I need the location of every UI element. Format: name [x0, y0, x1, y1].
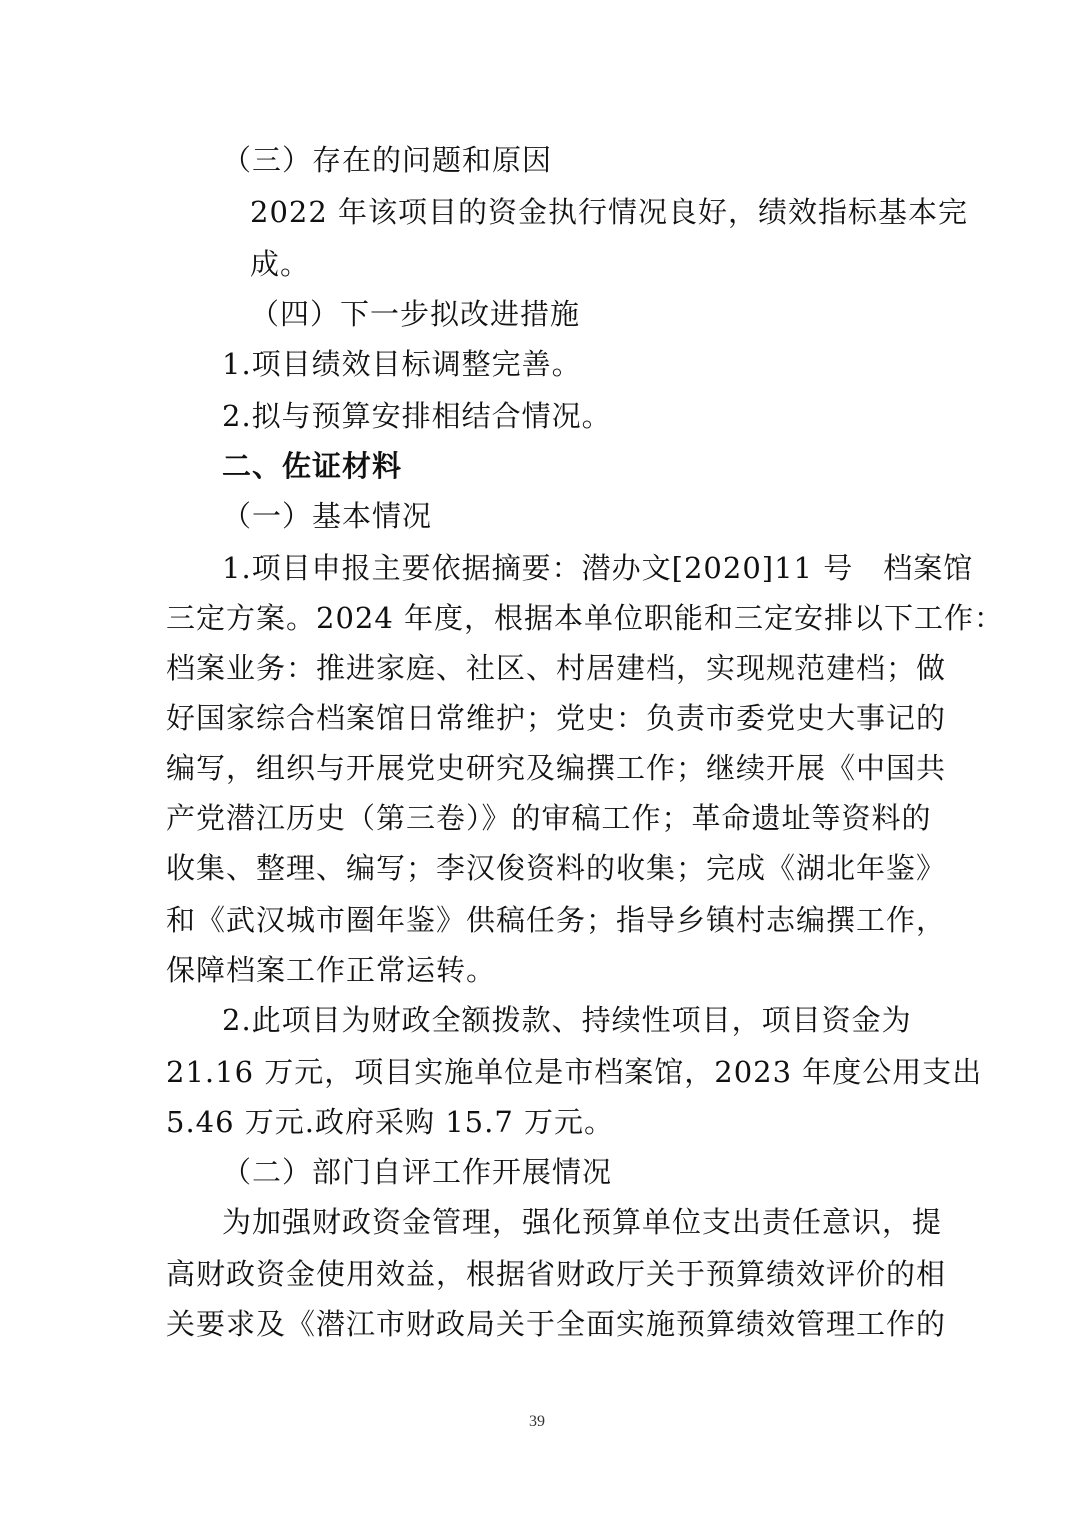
section-heading: （三）存在的问题和原因 [222, 143, 553, 177]
paragraph-line: 21.16 万元，项目实施单位是市档案馆，2023 年度公用支出 [166, 1055, 983, 1089]
paragraph-line: 为加强财政资金管理，强化预算单位支出责任意识，提 [222, 1205, 943, 1239]
paragraph-line: 档案业务：推进家庭、社区、村居建档，实现规范建档；做 [166, 651, 947, 685]
paragraph-line: 好国家综合档案馆日常维护；党史：负责市委党史大事记的 [166, 701, 947, 735]
paragraph-line: 三定方案。2024 年度，根据本单位职能和三定安排以下工作： [166, 601, 1005, 635]
page-number: 39 [529, 1413, 545, 1430]
paragraph-line: 关要求及《潜江市财政局关于全面实施预算绩效管理工作的 [166, 1307, 947, 1341]
section-heading: （二）部门自评工作开展情况 [222, 1155, 613, 1189]
paragraph-line: 高财政资金使用效益，根据省财政厅关于预算绩效评价的相 [166, 1257, 947, 1291]
paragraph-line: 2.此项目为财政全额拨款、持续性项目，项目资金为 [222, 1003, 912, 1037]
paragraph-line: 编写，组织与开展党史研究及编撰工作；继续开展《中国共 [166, 751, 947, 785]
paragraph-line: 2022 年该项目的资金执行情况良好，绩效指标基本完 [250, 195, 969, 229]
paragraph-line: 产党潜江历史（第三卷）》的审稿工作；革命遗址等资料的 [166, 801, 932, 835]
paragraph-line: 1.项目申报主要依据摘要：潜办文[2020]11 号 档案馆 [222, 551, 974, 585]
paragraph-line: 和《武汉城市圈年鉴》供稿任务；指导乡镇村志编撰工作， [166, 903, 947, 937]
chapter-heading: 二、佐证材料 [222, 449, 403, 483]
paragraph-line: 5.46 万元.政府采购 15.7 万元。 [166, 1105, 615, 1139]
paragraph-line: 保障档案工作正常运转。 [166, 953, 497, 987]
section-heading: （四）下一步拟改进措施 [250, 297, 581, 331]
paragraph-line: 收集、整理、编写；李汉俊资料的收集；完成《湖北年鉴》 [166, 851, 947, 885]
section-heading: （一）基本情况 [222, 499, 433, 533]
paragraph-line: 成。 [250, 247, 311, 281]
list-item: 2.拟与预算安排相结合情况。 [222, 399, 612, 433]
list-item: 1.项目绩效目标调整完善。 [222, 347, 582, 381]
